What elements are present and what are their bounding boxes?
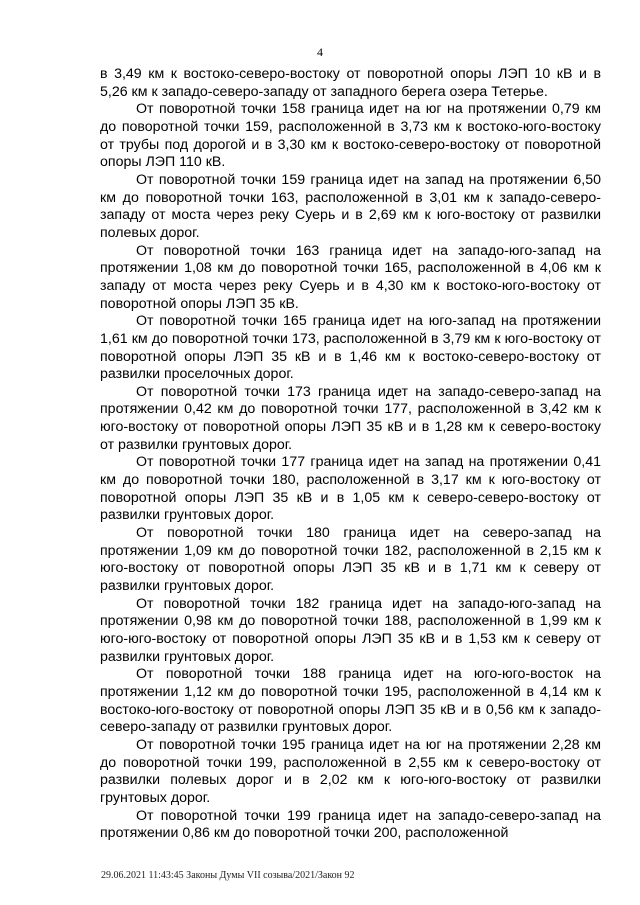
paragraph-point-199: От поворотной точки 199 граница идет на западо-северо-запад на протяжении 0,86 км до поворотной точки 200, расположенной [100,807,601,842]
document-body [100,66,601,843]
paragraph-point-159: От поворотной точки 159 граница идет на запад на протяжении 6,50 км до поворотной точки 163, расположенной в 3,01 км к западо-северо-западу от моста через реку Суерь и в 2,69 км к юго-востоку от развилки полевых дорог. [100,171,601,241]
paragraph-continuation: в 3,49 км к востоко-северо-востоку от поворотной опоры ЛЭП 10 кВ и в 5,26 км к западо-северо-западу от западного берега озера Тетерье. [100,66,601,100]
paragraph-point-182: От поворотной точки 182 граница идет на западо-юго-запад на протяжении 0,98 км до поворотной точки 188, расположенной в 1,99 км к юго-юго-востоку от поворотной опоры ЛЭП 35 кВ и в 1,53 км к северу от развилки грунтовых дорог. [100,595,601,665]
paragraph-point-173: От поворотной точки 173 граница идет на западо-северо-запад на протяжении 0,42 км до поворотной точки 177, расположенной в 3,42 км к юго-востоку от поворотной опоры ЛЭП 35 кВ и в 1,28 км к северо-востоку от развилки грунтовых дорог. [100,383,601,453]
document-footer: 29.06.2021 11:43:45 Законы Думы VII созыва/2021/Закон 92 [101,870,355,881]
paragraph-point-158: От поворотной точки 158 граница идет на юг на протяжении 0,79 км до поворотной точки 159, расположенной в 3,73 км к востоко-юго-востоку от трубы под дорогой и в 3,30 км к востоко-северо-востоку от поворотной опоры ЛЭП 110 кВ. [100,101,601,171]
paragraph-point-188: От поворотной точки 188 граница идет на юго-юго-восток на протяжении 1,12 км до поворотной точки 195, расположенной в 4,14 км к востоко-юго-востоку от поворотной опоры ЛЭП 35 кВ и в 0,56 км к западо-северо-западу от развилки грунтовых дорог. [100,666,601,736]
page-number: 4 [317,45,323,59]
paragraph-point-195: От поворотной точки 195 граница идет на юг на протяжении 2,28 км до поворотной точки 199, расположенной в 2,55 км к северо-востоку от развилки полевых дорог и в 2,02 км к юго-юго-востоку от развилки грунтовых дорог. [100,736,601,806]
paragraph-point-177: От поворотной точки 177 граница идет на запад на протяжении 0,41 км до поворотной точки 180, расположенной в 3,17 км к юго-востоку от поворотной опоры ЛЭП 35 кВ и в 1,05 км к северо-северо-востоку от развилки грунтовых дорог. [100,454,601,524]
paragraph-point-165: От поворотной точки 165 граница идет на юго-запад на протяжении 1,61 км до поворотной точки 173, расположенной в 3,79 км к юго-востоку от поворотной опоры ЛЭП 35 кВ и в 1,46 км к востоко-северо-востоку от развилки проселочных дорог. [100,313,601,383]
paragraph-point-180: От поворотной точки 180 граница идет на северо-запад на протяжении 1,09 км до поворотной точки 182, расположенной в 2,15 км к юго-востоку от поворотной опоры ЛЭП 35 кВ и в 1,71 км к северу от развилки грунтовых дорог. [100,525,601,595]
paragraph-point-163: От поворотной точки 163 граница идет на западо-юго-запад на протяжении 1,08 км до поворотной точки 165, расположенной в 4,06 км к западу от моста через реку Суерь и в 4,30 км к востоко-юго-востоку от поворотной опоры ЛЭП 35 кВ. [100,242,601,312]
